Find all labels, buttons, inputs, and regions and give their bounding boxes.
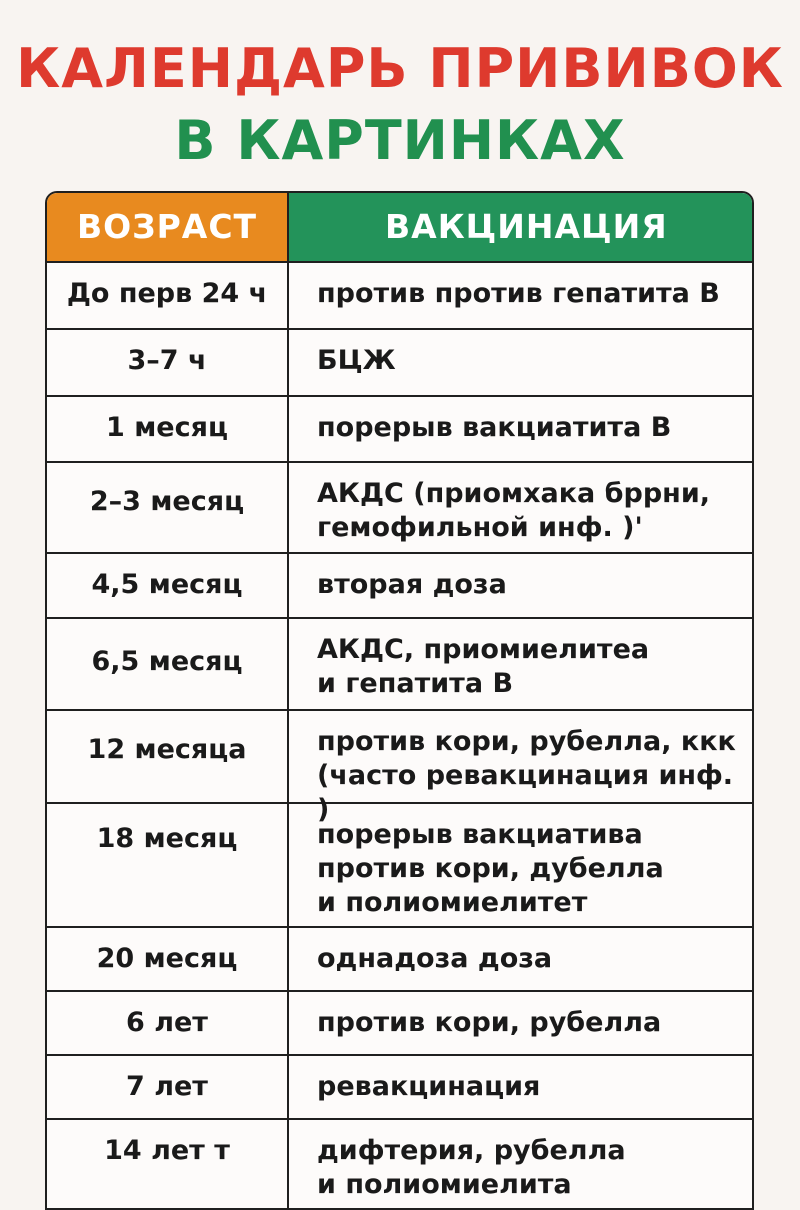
- vaccination-cell: против кори, рубелла: [317, 1007, 662, 1038]
- age-cell: 18 месяц: [47, 804, 289, 926]
- page-title-line1: КАЛЕНДАРЬ ПРИВИВОК: [16, 37, 784, 100]
- vaccination-cell: БЦЖ: [317, 345, 396, 376]
- vaccination-cell: АКДС, приомиелитеа и гепатита В: [317, 634, 650, 699]
- vaccination-cell: порерыв вакциатива против кори, дубелла и полиомиелитет: [317, 819, 664, 918]
- table-row: [47, 1118, 752, 1208]
- table-row: [47, 552, 752, 617]
- page-title-line2: В КАРТИНКАХ: [174, 109, 626, 172]
- vaccination-table: [45, 191, 754, 1210]
- header-age: ВОЗРАСТ: [47, 193, 289, 261]
- age-cell: 1 месяц: [47, 397, 289, 461]
- age-cell: 6,5 месяц: [47, 619, 289, 709]
- table-row: [47, 802, 752, 926]
- vaccination-cell: дифтерия, рубелла и полиомиелита: [317, 1135, 626, 1200]
- vaccination-cell: ревакцинация: [317, 1071, 541, 1102]
- age-cell: 3–7 ч: [47, 330, 289, 395]
- age-cell: 6 лет: [47, 992, 289, 1054]
- table-row: [47, 395, 752, 461]
- age-cell: 7 лет: [47, 1056, 289, 1118]
- vaccination-cell: АКДС (приомхака бррни, гемофильной инф. )': [317, 478, 711, 543]
- header-vaccination: ВАКЦИНАЦИЯ: [289, 193, 752, 261]
- table-row: [47, 261, 752, 328]
- age-cell: До перв 24 ч: [47, 263, 289, 328]
- table-row: [47, 461, 752, 552]
- age-cell: 14 лет т: [47, 1120, 289, 1208]
- vaccination-cell: против против гепатита В: [317, 278, 720, 309]
- table-row: [47, 990, 752, 1054]
- table-row: [47, 328, 752, 395]
- vaccination-cell: порерыв вакциатита В: [317, 412, 672, 443]
- vaccination-cell: однадоза доза: [317, 943, 553, 974]
- table-header-row: [47, 193, 752, 261]
- age-cell: 2–3 месяц: [47, 463, 289, 552]
- table-row: [47, 926, 752, 990]
- age-cell: 12 месяца: [47, 711, 289, 802]
- vaccination-cell: против кори, рубелла, ккк (часто ревакцинация инф. ): [317, 726, 736, 825]
- vaccination-cell: вторая доза: [317, 569, 507, 600]
- table-row: [47, 709, 752, 825]
- table-row: [47, 1054, 752, 1118]
- age-cell: 20 месяц: [47, 928, 289, 990]
- table-row: [47, 617, 752, 709]
- age-cell: 4,5 месяц: [47, 554, 289, 617]
